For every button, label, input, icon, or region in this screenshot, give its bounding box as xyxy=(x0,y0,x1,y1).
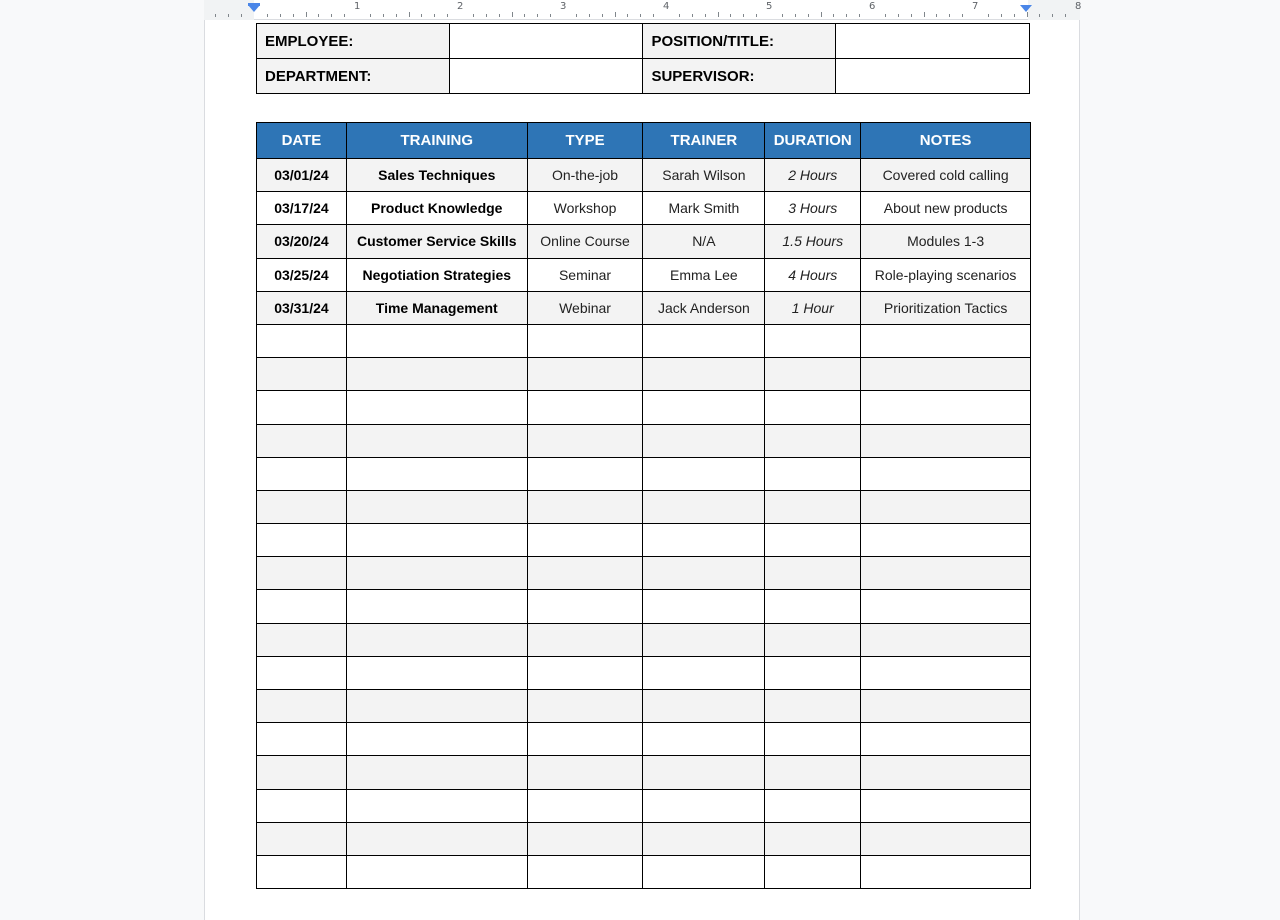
date-cell[interactable] xyxy=(257,358,347,391)
notes-cell[interactable]: About new products xyxy=(861,192,1031,225)
trainer-cell[interactable] xyxy=(643,358,765,391)
ruler-tick xyxy=(885,14,886,17)
type-cell[interactable] xyxy=(527,324,643,357)
column-header-date: DATE xyxy=(257,123,347,159)
duration-cell[interactable] xyxy=(765,524,861,557)
ruler-tick xyxy=(228,14,229,17)
ruler-tick xyxy=(486,14,487,17)
ruler-number: 1 xyxy=(354,1,361,12)
ruler-tick xyxy=(241,14,242,17)
ruler-number: 6 xyxy=(869,1,876,12)
ruler-tick xyxy=(898,14,899,17)
ruler-left-margin xyxy=(204,0,254,20)
type-cell[interactable] xyxy=(527,524,643,557)
trainer-cell[interactable] xyxy=(643,656,765,689)
table-row xyxy=(257,524,1031,557)
ruler-tick xyxy=(293,14,294,17)
table-row xyxy=(257,291,1031,324)
trainer-cell[interactable] xyxy=(643,855,765,888)
info-row xyxy=(257,59,1030,94)
training-cell[interactable] xyxy=(346,391,527,424)
notes-cell[interactable] xyxy=(861,756,1031,789)
ruler-number: 3 xyxy=(560,1,567,12)
table-row xyxy=(257,457,1031,490)
training-cell[interactable]: Product Knowledge xyxy=(346,192,527,225)
trainer-cell[interactable] xyxy=(643,723,765,756)
date-cell[interactable] xyxy=(257,789,347,822)
trainer-cell[interactable]: Jack Anderson xyxy=(643,291,765,324)
training-cell[interactable] xyxy=(346,690,527,723)
date-cell[interactable] xyxy=(257,424,347,457)
supervisor-field[interactable] xyxy=(836,59,1030,94)
duration-cell[interactable] xyxy=(765,358,861,391)
duration-cell[interactable] xyxy=(765,623,861,656)
training-log-body xyxy=(257,159,1031,889)
ruler-tick xyxy=(550,14,551,17)
employee-label: EMPLOYEE: xyxy=(257,24,450,59)
duration-cell[interactable]: 3 Hours xyxy=(765,192,861,225)
type-cell[interactable] xyxy=(527,490,643,523)
table-row xyxy=(257,258,1031,291)
duration-cell[interactable] xyxy=(765,391,861,424)
ruler-tick xyxy=(576,14,577,17)
trainer-cell[interactable] xyxy=(643,690,765,723)
info-row xyxy=(257,24,1030,59)
date-cell[interactable]: 03/17/24 xyxy=(257,192,347,225)
type-cell[interactable] xyxy=(527,723,643,756)
date-cell[interactable] xyxy=(257,723,347,756)
ruler-tick xyxy=(473,14,474,17)
ruler-tick xyxy=(499,14,500,17)
ruler-number: 7 xyxy=(972,1,979,12)
ruler-tick xyxy=(434,14,435,17)
ruler-tick xyxy=(692,14,693,17)
type-cell[interactable]: Workshop xyxy=(527,192,643,225)
training-cell[interactable]: Time Management xyxy=(346,291,527,324)
type-cell[interactable]: On-the-job xyxy=(527,159,643,192)
left-indent-marker[interactable] xyxy=(248,5,260,12)
ruler-tick xyxy=(756,14,757,17)
trainer-cell[interactable] xyxy=(643,623,765,656)
notes-cell[interactable]: Modules 1-3 xyxy=(861,225,1031,258)
column-header-training: TRAINING xyxy=(346,123,527,159)
duration-cell[interactable] xyxy=(765,424,861,457)
column-header-duration: DURATION xyxy=(765,123,861,159)
duration-cell[interactable]: 4 Hours xyxy=(765,258,861,291)
date-cell[interactable] xyxy=(257,391,347,424)
date-cell[interactable]: 03/01/24 xyxy=(257,159,347,192)
notes-cell[interactable] xyxy=(861,723,1031,756)
training-cell[interactable] xyxy=(346,358,527,391)
training-cell[interactable] xyxy=(346,723,527,756)
ruler-tick xyxy=(859,14,860,17)
date-cell[interactable] xyxy=(257,590,347,623)
type-cell[interactable] xyxy=(527,855,643,888)
notes-cell[interactable]: Prioritization Tactics xyxy=(861,291,1031,324)
duration-cell[interactable] xyxy=(765,590,861,623)
notes-cell[interactable] xyxy=(861,590,1031,623)
training-cell[interactable]: Sales Techniques xyxy=(346,159,527,192)
column-header-trainer: TRAINER xyxy=(643,123,765,159)
ruler-tick xyxy=(833,14,834,17)
training-cell[interactable]: Customer Service Skills xyxy=(346,225,527,258)
date-cell[interactable] xyxy=(257,324,347,357)
date-cell[interactable]: 03/25/24 xyxy=(257,258,347,291)
ruler-tick xyxy=(615,12,616,17)
table-row xyxy=(257,424,1031,457)
ruler-number: 5 xyxy=(766,1,773,12)
duration-cell[interactable] xyxy=(765,789,861,822)
notes-cell[interactable] xyxy=(861,557,1031,590)
ruler-tick xyxy=(1001,14,1002,17)
ruler-tick xyxy=(782,14,783,17)
duration-cell[interactable] xyxy=(765,324,861,357)
trainer-cell[interactable]: Mark Smith xyxy=(643,192,765,225)
duration-cell[interactable] xyxy=(765,656,861,689)
ruler-tick xyxy=(370,14,371,17)
ruler-right-margin xyxy=(1028,0,1080,20)
ruler-tick xyxy=(421,14,422,17)
duration-cell[interactable]: 2 Hours xyxy=(765,159,861,192)
table-row xyxy=(257,358,1031,391)
type-cell[interactable] xyxy=(527,457,643,490)
notes-cell[interactable] xyxy=(861,690,1031,723)
table-row xyxy=(257,756,1031,789)
ruler-tick xyxy=(1039,14,1040,17)
training-cell[interactable] xyxy=(346,590,527,623)
trainer-cell[interactable]: N/A xyxy=(643,225,765,258)
ruler-number: 8 xyxy=(1075,1,1082,12)
table-row xyxy=(257,656,1031,689)
training-cell[interactable] xyxy=(346,557,527,590)
duration-cell[interactable]: 1.5 Hours xyxy=(765,225,861,258)
notes-cell[interactable] xyxy=(861,391,1031,424)
table-row xyxy=(257,855,1031,888)
ruler-tick xyxy=(447,14,448,17)
ruler-tick xyxy=(705,14,706,17)
employee-info-table xyxy=(256,23,1030,94)
ruler-tick xyxy=(640,14,641,17)
table-row xyxy=(257,557,1031,590)
ruler-tick xyxy=(795,14,796,17)
training-log-header-row xyxy=(257,123,1031,159)
ruler-number: 4 xyxy=(663,1,670,12)
date-cell[interactable] xyxy=(257,822,347,855)
duration-cell[interactable] xyxy=(765,690,861,723)
trainer-cell[interactable] xyxy=(643,391,765,424)
training-cell[interactable] xyxy=(346,424,527,457)
ruler-tick xyxy=(743,14,744,17)
date-cell[interactable] xyxy=(257,524,347,557)
notes-cell[interactable] xyxy=(861,457,1031,490)
ruler-number: 2 xyxy=(457,1,464,12)
ruler-tick xyxy=(988,14,989,17)
right-indent-marker[interactable] xyxy=(1020,5,1032,12)
type-cell[interactable] xyxy=(527,822,643,855)
notes-cell[interactable] xyxy=(861,524,1031,557)
type-cell[interactable]: Webinar xyxy=(527,291,643,324)
ruler-tick xyxy=(1052,14,1053,17)
training-cell[interactable] xyxy=(346,656,527,689)
ruler-tick xyxy=(318,14,319,17)
trainer-cell[interactable] xyxy=(643,524,765,557)
ruler-tick xyxy=(524,14,525,17)
trainer-cell[interactable]: Emma Lee xyxy=(643,258,765,291)
notes-cell[interactable] xyxy=(861,656,1031,689)
ruler-tick xyxy=(911,14,912,17)
ruler-tick xyxy=(627,14,628,17)
department-label: DEPARTMENT: xyxy=(257,59,450,94)
training-cell[interactable] xyxy=(346,822,527,855)
trainer-cell[interactable] xyxy=(643,457,765,490)
notes-cell[interactable] xyxy=(861,789,1031,822)
training-cell[interactable] xyxy=(346,789,527,822)
type-cell[interactable] xyxy=(527,623,643,656)
type-cell[interactable] xyxy=(527,358,643,391)
notes-cell[interactable]: Covered cold calling xyxy=(861,159,1031,192)
ruler-tick xyxy=(396,14,397,17)
ruler-tick xyxy=(949,14,950,17)
document-page[interactable] xyxy=(204,20,1080,920)
training-cell[interactable] xyxy=(346,623,527,656)
notes-cell[interactable] xyxy=(861,822,1031,855)
trainer-cell[interactable] xyxy=(643,324,765,357)
duration-cell[interactable] xyxy=(765,855,861,888)
trainer-cell[interactable] xyxy=(643,756,765,789)
ruler-tick xyxy=(331,14,332,17)
trainer-cell[interactable] xyxy=(643,789,765,822)
ruler-tick xyxy=(344,14,345,17)
type-cell[interactable] xyxy=(527,557,643,590)
table-row xyxy=(257,723,1031,756)
trainer-cell[interactable]: Sarah Wilson xyxy=(643,159,765,192)
ruler-tick xyxy=(679,14,680,17)
training-cell[interactable]: Negotiation Strategies xyxy=(346,258,527,291)
ruler-tick xyxy=(280,14,281,17)
ruler-tick xyxy=(718,12,719,17)
column-header-type: TYPE xyxy=(527,123,643,159)
table-row xyxy=(257,590,1031,623)
date-cell[interactable] xyxy=(257,656,347,689)
date-cell[interactable]: 03/31/24 xyxy=(257,291,347,324)
training-cell[interactable] xyxy=(346,457,527,490)
supervisor-label: SUPERVISOR: xyxy=(643,59,836,94)
duration-cell[interactable] xyxy=(765,723,861,756)
date-cell[interactable] xyxy=(257,756,347,789)
duration-cell[interactable] xyxy=(765,756,861,789)
department-field[interactable] xyxy=(449,59,643,94)
table-row xyxy=(257,789,1031,822)
employee-field[interactable] xyxy=(449,24,643,59)
position-field[interactable] xyxy=(836,24,1030,59)
type-cell[interactable]: Online Course xyxy=(527,225,643,258)
table-row xyxy=(257,623,1031,656)
notes-cell[interactable] xyxy=(861,324,1031,357)
type-cell[interactable] xyxy=(527,424,643,457)
table-row xyxy=(257,690,1031,723)
table-row xyxy=(257,822,1031,855)
ruler-tick xyxy=(653,14,654,17)
trainer-cell[interactable] xyxy=(643,822,765,855)
duration-cell[interactable]: 1 Hour xyxy=(765,291,861,324)
ruler-tick xyxy=(306,12,307,17)
ruler-tick xyxy=(602,14,603,17)
type-cell[interactable] xyxy=(527,756,643,789)
type-cell[interactable] xyxy=(527,690,643,723)
duration-cell[interactable] xyxy=(765,457,861,490)
date-cell[interactable] xyxy=(257,690,347,723)
position-label: POSITION/TITLE: xyxy=(643,24,836,59)
ruler-tick xyxy=(924,12,925,17)
ruler-tick xyxy=(267,14,268,17)
table-row xyxy=(257,490,1031,523)
notes-cell[interactable] xyxy=(861,358,1031,391)
ruler-tick xyxy=(730,14,731,17)
table-row xyxy=(257,324,1031,357)
date-cell[interactable]: 03/20/24 xyxy=(257,225,347,258)
notes-cell[interactable] xyxy=(861,855,1031,888)
notes-cell[interactable]: Role-playing scenarios xyxy=(861,258,1031,291)
ruler-tick xyxy=(1027,12,1028,17)
table-row xyxy=(257,192,1031,225)
ruler-tick xyxy=(589,14,590,17)
ruler-tick xyxy=(846,14,847,17)
type-cell[interactable] xyxy=(527,789,643,822)
ruler-tick xyxy=(936,14,937,17)
ruler-tick xyxy=(215,14,216,17)
training-cell[interactable] xyxy=(346,524,527,557)
date-cell[interactable] xyxy=(257,855,347,888)
trainer-cell[interactable] xyxy=(643,557,765,590)
trainer-cell[interactable] xyxy=(643,590,765,623)
table-row xyxy=(257,225,1031,258)
column-header-notes: NOTES xyxy=(861,123,1031,159)
training-cell[interactable] xyxy=(346,756,527,789)
ruler-tick xyxy=(808,14,809,17)
date-cell[interactable] xyxy=(257,490,347,523)
ruler-tick xyxy=(1014,14,1015,17)
duration-cell[interactable] xyxy=(765,557,861,590)
training-cell[interactable] xyxy=(346,490,527,523)
type-cell[interactable] xyxy=(527,656,643,689)
duration-cell[interactable] xyxy=(765,490,861,523)
ruler-tick xyxy=(537,14,538,17)
table-row xyxy=(257,391,1031,424)
notes-cell[interactable] xyxy=(861,424,1031,457)
ruler-tick xyxy=(383,14,384,17)
ruler-tick xyxy=(512,12,513,17)
training-log-table xyxy=(256,122,1031,889)
type-cell[interactable]: Seminar xyxy=(527,258,643,291)
notes-cell[interactable] xyxy=(861,623,1031,656)
type-cell[interactable] xyxy=(527,391,643,424)
ruler-tick xyxy=(409,12,410,17)
ruler-tick xyxy=(1065,14,1066,17)
horizontal-ruler[interactable] xyxy=(204,0,1080,20)
training-cell[interactable] xyxy=(346,324,527,357)
table-row xyxy=(257,159,1031,192)
date-cell[interactable] xyxy=(257,623,347,656)
notes-cell[interactable] xyxy=(861,490,1031,523)
date-cell[interactable] xyxy=(257,457,347,490)
training-cell[interactable] xyxy=(346,855,527,888)
date-cell[interactable] xyxy=(257,557,347,590)
type-cell[interactable] xyxy=(527,590,643,623)
trainer-cell[interactable] xyxy=(643,490,765,523)
ruler-tick xyxy=(962,14,963,17)
ruler-tick xyxy=(821,12,822,17)
duration-cell[interactable] xyxy=(765,822,861,855)
trainer-cell[interactable] xyxy=(643,424,765,457)
